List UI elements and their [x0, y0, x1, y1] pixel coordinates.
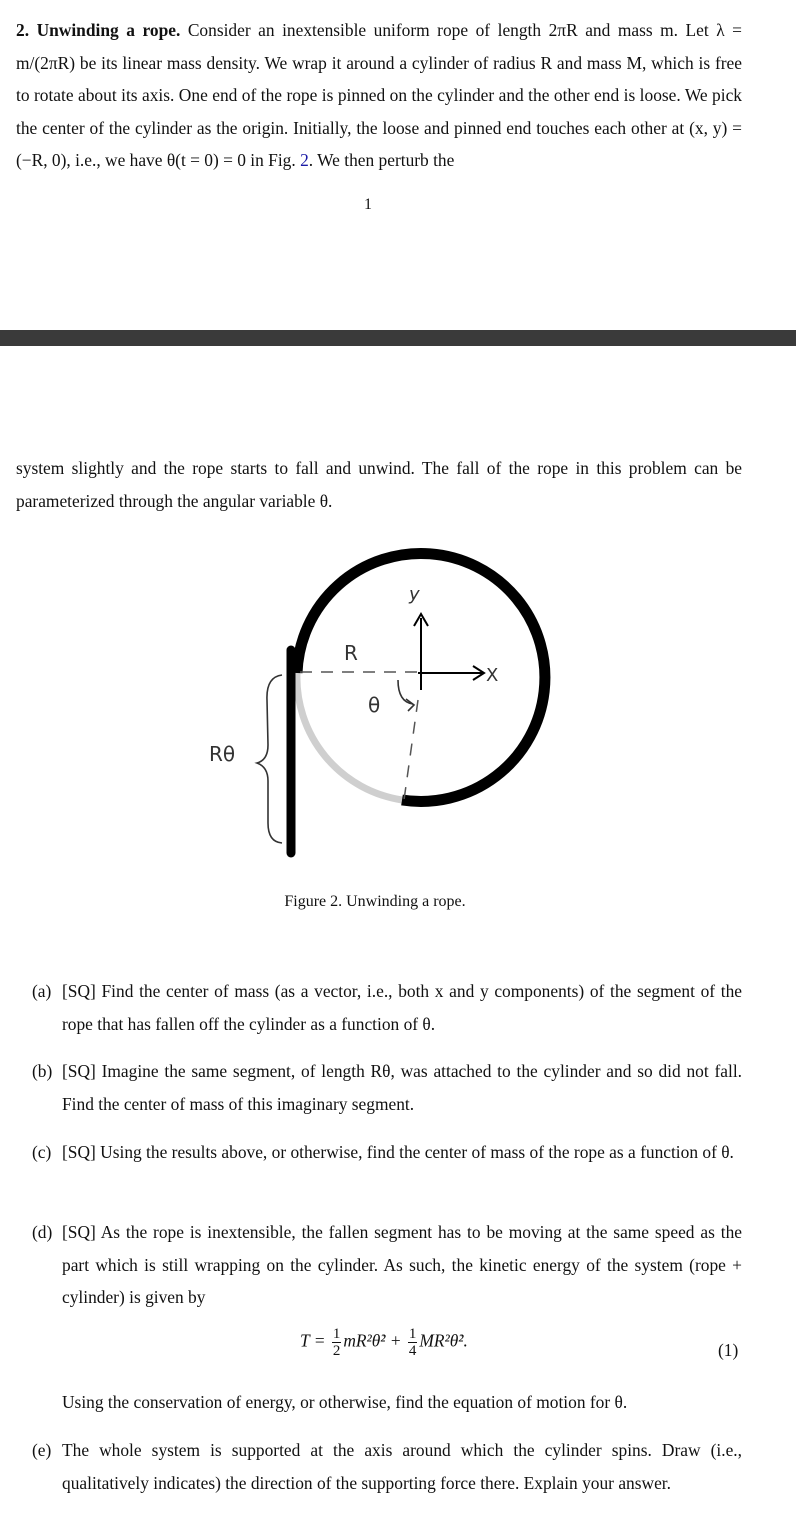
part-c-label: (c)	[32, 1142, 52, 1162]
equation-number: (1)	[718, 1340, 739, 1360]
angle-dashed-line	[404, 700, 418, 800]
figure-link[interactable]: 2	[300, 150, 309, 171]
part-a	[32, 975, 742, 1040]
theta-arc-arrowhead	[406, 699, 414, 711]
rtheta-label: Rθ	[209, 742, 236, 766]
eq-frac-2-den: 4	[408, 1343, 417, 1359]
theta-label: θ	[368, 693, 381, 717]
eq-term-1: mR²θ̇² +	[343, 1330, 402, 1351]
page-number: 1	[364, 196, 372, 213]
rtheta-brace	[257, 675, 282, 843]
problem-intro-end: . We then perturb the	[308, 150, 455, 171]
eq-term-2: MR²θ̇².	[419, 1330, 468, 1351]
part-a-label: (a)	[32, 981, 52, 1001]
figure-caption: Figure 2. Unwinding a rope.	[284, 893, 466, 910]
part-e-label: (e)	[32, 1440, 52, 1460]
eq-frac-1	[332, 1326, 342, 1359]
part-d	[32, 1216, 742, 1314]
x-axis-label: X	[486, 665, 499, 686]
part-a-text: [SQ] Find the center of mass (as a vector, i.e., both x and y components) of the segment of the rope that has fallen off the cylinder as a function of θ.	[62, 981, 742, 1034]
eq-frac-1-num: 1	[332, 1326, 341, 1342]
part-b-text: [SQ] Imagine the same segment, of length Rθ, was attached to the cylinder and so did not fall. Find the center of mass of this imaginary segment.	[62, 1061, 742, 1114]
eq-frac-2-num: 1	[408, 1326, 417, 1342]
y-axis-label: y	[409, 584, 420, 605]
eq-frac-2	[408, 1326, 418, 1359]
part-d-text: [SQ] As the rope is inextensible, the fallen segment has to be moving at the same speed as the part which is still wrapping on the cylinder. As such, the kinetic energy of the system (rope + cylinder) is given by	[62, 1222, 742, 1308]
problem-continuation: system slightly and the rope starts to fall and unwind. The fall of the rope in this problem can be parameterized through the angular variable θ.	[16, 458, 742, 511]
part-c-text: [SQ] Using the results above, or otherwise, find the center of mass of the rope as a function of θ.	[62, 1142, 734, 1162]
part-b	[32, 1055, 742, 1120]
kinetic-energy-equation	[300, 1326, 468, 1376]
radius-label: R	[344, 641, 358, 665]
unwrapped-arc	[297, 673, 402, 800]
part-e	[32, 1434, 742, 1499]
part-d-label: (d)	[32, 1222, 53, 1242]
problem-title: 2. Unwinding a rope.	[16, 20, 181, 40]
eq-frac-1-den: 2	[332, 1343, 341, 1359]
problem-intro-text: Consider an inextensible uniform rope of length 2πR and mass m. Let λ = m/(2πR) be its linear mass density. We wrap it around a cylinder of radius R and mass M, which is free to rotate about its axis. One end of the rope is pinned on the cylinder and the other end is loose. We pick the center of the cylinder as the origin. Initially, the loose and pinned end touches each other at (x, y) = (−R, 0), i.e., we have θ(t = 0) = 0 in Fig.	[16, 20, 742, 171]
part-b-label: (b)	[32, 1061, 53, 1081]
part-d-after-text: Using the conservation of energy, or otherwise, find the equation of motion for θ.	[62, 1392, 628, 1412]
part-c	[32, 1136, 742, 1169]
eq-lhs: T =	[300, 1330, 326, 1351]
theta-arc	[398, 680, 413, 704]
part-e-text: The whole system is supported at the axis around which the cylinder spins. Draw (i.e., qualitatively indicates) the direction of the supporting force there. Explain your answer.	[62, 1440, 742, 1493]
part-d-continued	[32, 1386, 742, 1419]
